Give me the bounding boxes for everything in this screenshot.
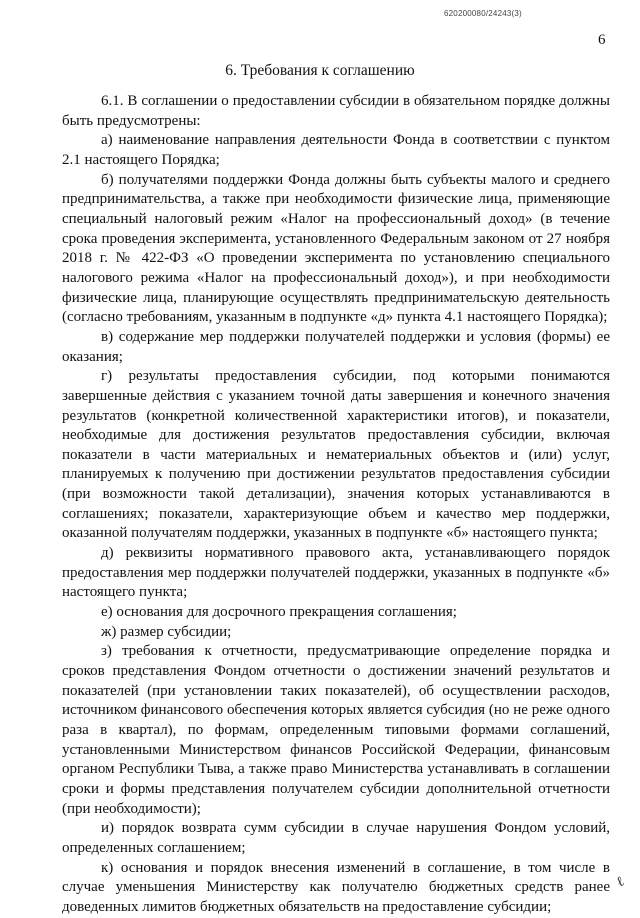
- paragraph-item-zh: ж) размер субсидии;: [101, 623, 232, 640]
- paragraph-item-b: б) получателями поддержки Фонда должны быть субъекты малого и среднего предпринимательства, а также при необходимости физические лица, применяющие специальный налоговый режим «Налог на профессиональный доход» (в течение срока проведения эксперимента, установленного Федеральным законом от 27 ноября 2018 г. № 422-ФЗ «О проведении эксперимента по установлению специального налогового режима «Налог на профессиональный доход»), и при необходимости физические лица, планирующие осуществлять предпринимательскую деятельность (согласно требованиям, указанным в подпункте «д» пункта 4.1 настоящего Порядка);: [62, 171, 610, 326]
- handwritten-mark: ℓ: [613, 874, 628, 891]
- paragraph-item-i: и) порядок возврата сумм субсидии в случае нарушения Фондом условий, определенных соглашением;: [62, 820, 610, 856]
- paragraph-item-a: а) наименование направления деятельности Фонда в соответствии с пунктом 2.1 настоящего Порядка;: [62, 132, 610, 168]
- section-title: 6. Требования к соглашению: [225, 62, 415, 79]
- paragraph-item-e: е) основания для досрочного прекращения соглашения;: [101, 604, 457, 621]
- paragraph-item-g: г) результаты предоставления субсидии, под которыми понимаются завершенные действия с указанием точной даты завершения и конечного значения результатов (конкретной количественной характеристики итогов), и показатели, необходимые для достижения результатов предоставления субсидии, включая показатели в части материальных и нематериальных объектов и (или) услуг, планируемых к получению при достижении результатов предоставления субсидии (при возможности такой детализации), значения которых устанавливаются в соглашениях; показатели, характеризующие объем и качество мер поддержки, оказанной получателям поддержки, указанных в подпункте «б» настоящего пункта;: [62, 368, 610, 542]
- paragraph-item-z: з) требования к отчетности, предусматривающие определение порядка и сроков представления Фондом отчетности о достижении значений результатов и показателей (при установлении таких показателей), об осуществлении расходов, источником финансового обеспечения которых является субсидия (но не реже одного раза в квартал), по формам, определенным типовыми формами соглашений, установленными Министерством финансов Российской Федерации, финансовым органом Республики Тыва, а также право Министерства устанавливать в соглашении сроки и формы представления получателем субсидии дополнительной отчетности (при необходимости);: [62, 643, 610, 817]
- paragraph-item-v: в) содержание мер поддержки получателей поддержки и условия (формы) ее оказания;: [62, 328, 610, 365]
- document-code: 620200080/24243(3): [444, 9, 522, 18]
- paragraph-item-d: д) реквизиты нормативного правового акта, устанавливающего порядок предоставления мер поддержки получателей поддержки, указанных в подпункте «б» настоящего пункта;: [62, 545, 610, 601]
- paragraph-6-1: 6.1. В соглашении о предоставлении субсидии в обязательном порядке должны быть предусмотрены:: [62, 93, 610, 129]
- body-text: [62, 92, 610, 918]
- page-number: 6: [598, 32, 606, 48]
- paragraph-item-k: к) основания и порядок внесения изменений в соглашение, в том числе в случае уменьшения Министерству как получателю бюджетных средств ранее доведенных лимитов бюджетных обязательств на предоставление субсидии;: [62, 859, 610, 915]
